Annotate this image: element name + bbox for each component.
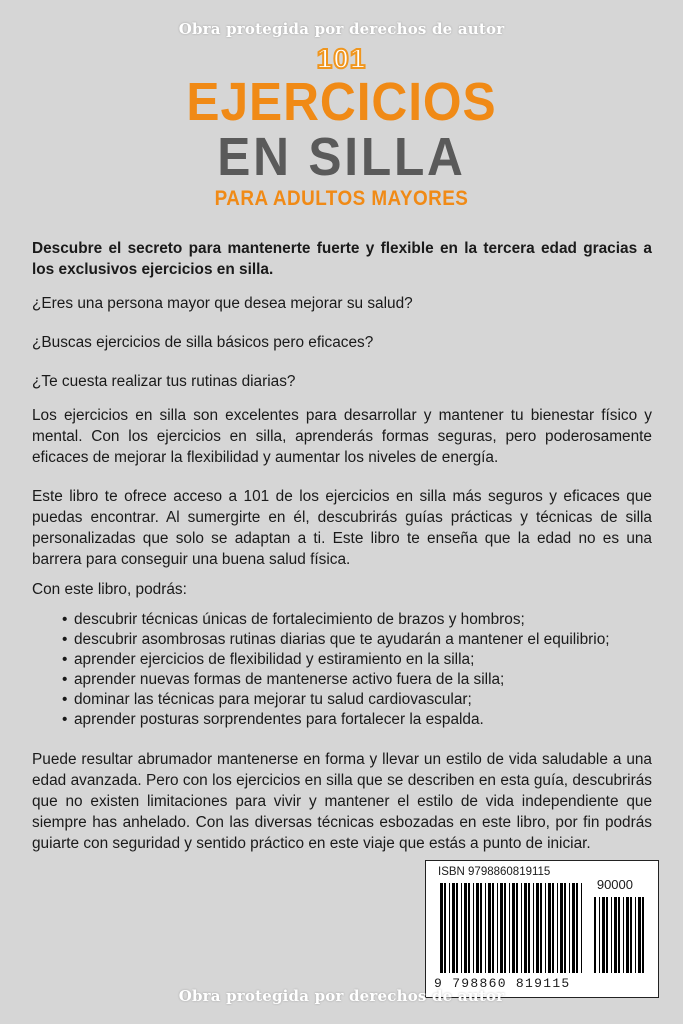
barcode-digits: 9 798860 819115 xyxy=(434,976,571,991)
list-item: • aprender ejercicios de flexibilidad y estiramiento en la silla; xyxy=(62,650,652,670)
question-1: ¿Eres una persona mayor que desea mejorar su salud? xyxy=(32,295,413,312)
question-2: ¿Buscas ejercicios de silla básicos pero eficaces? xyxy=(32,334,374,351)
price-code: 90000 xyxy=(596,877,633,892)
isbn-label: ISBN 9798860819115 xyxy=(438,866,551,878)
paragraph-1: Los ejercicios en silla son excelentes para desarrollar y mantener tu bienestar físico y mental. Con los ejercicios en silla, aprenderás formas seguras, pero poderosamente eficaces de mejorar la flexibilidad y aumentar los niveles de energía. xyxy=(32,407,652,466)
paragraph-2: Este libro te ofrece acceso a 101 de los ejercicios en silla más seguros y eficaces que puedas encontrar. Al sumergirte en él, descubrirás guías prácticas y técnicas de silla personalizadas que solo se adaptan a ti. Este libro te enseña que la edad no es una barrera para conseguir una buena salud física. xyxy=(32,488,652,568)
list-item: • aprender posturas sorprendentes para fortalecer la espalda. xyxy=(62,710,652,730)
title-subtitle: PARA ADULTOS MAYORES xyxy=(214,187,469,210)
book-title xyxy=(0,43,683,211)
list-item: • descubrir asombrosas rutinas diarias que te ayudarán a mantener el equilibrio; xyxy=(62,630,652,650)
copyright-watermark-top: Obra protegida por derechos de autor xyxy=(178,20,505,38)
paragraph-3: Con este libro, podrás: xyxy=(32,581,187,598)
list-item: • descubrir técnicas únicas de fortalecimiento de brazos y hombros; xyxy=(62,610,652,630)
copyright-watermark-bottom: Obra protegida por derechos de autor xyxy=(178,987,505,1005)
title-line-ejercicios: EJERCICIOS xyxy=(186,72,497,132)
question-3: ¿Te cuesta realizar tus rutinas diarias? xyxy=(32,373,296,390)
title-line-en-silla: EN SILLA xyxy=(217,127,466,187)
paragraph-4: Puede resultar abrumador mantenerse en forma y llevar un estilo de vida saludable a una edad avanzada. Pero con los ejercicios en silla que se describen en esta guía, descubrirás que no existen limitaciones para vivir y mantener el estilo de vida independiente que siempre has anhelado. Con las diversas técnicas esbozadas en este libro, por fin podrás guiarte con seguridad y sentido práctico en este viaje que estás a punto de iniciar. xyxy=(32,751,652,852)
list-item: • dominar las técnicas para mejorar tu salud cardiovascular; xyxy=(62,690,652,710)
isbn-barcode xyxy=(425,860,659,998)
benefits-list xyxy=(62,610,652,730)
list-item: • aprender nuevas formas de mantenerse activo fuera de la silla; xyxy=(62,670,652,690)
intro-paragraph: Descubre el secreto para mantenerte fuerte y flexible en la tercera edad gracias a los exclusivos ejercicios en silla. xyxy=(32,240,652,278)
title-number: 101 xyxy=(316,43,367,74)
